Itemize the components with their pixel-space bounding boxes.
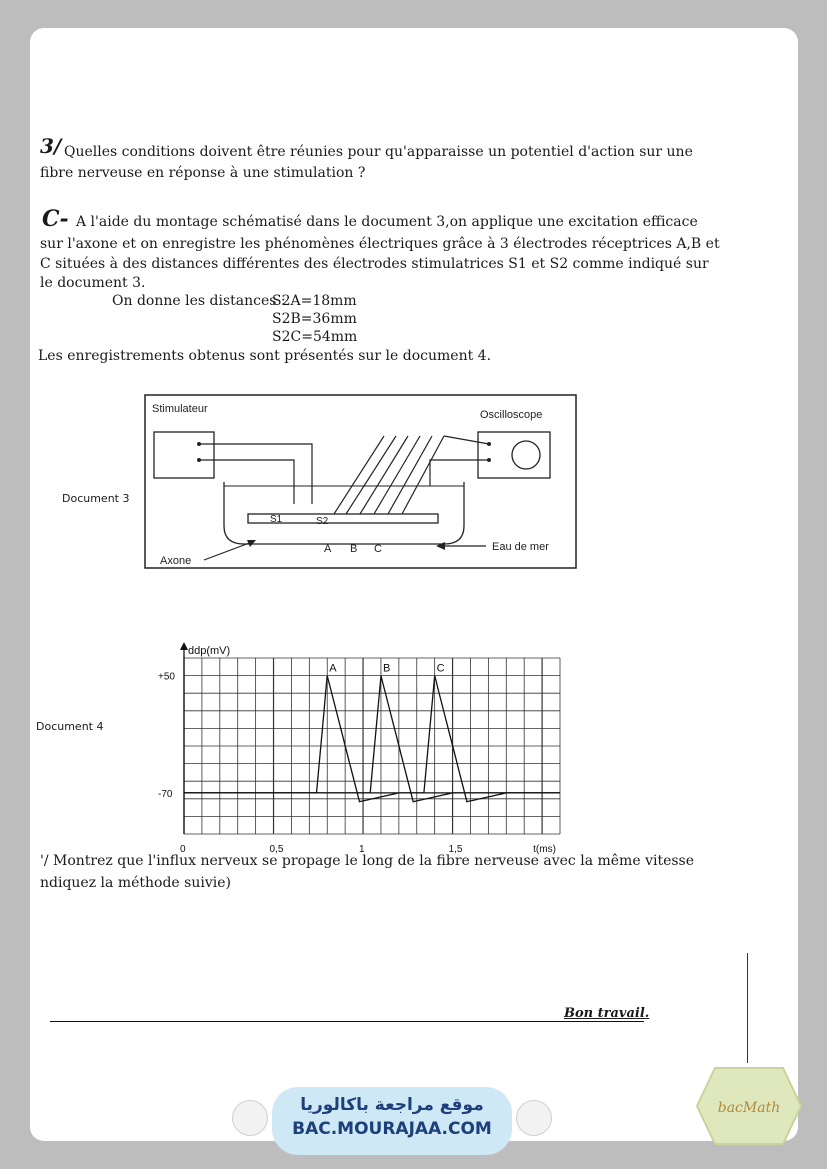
y-axis-label: ddp(mV) <box>188 645 231 657</box>
distance-s2b: S2B=36mm <box>272 311 357 327</box>
s1-label: S1 <box>270 514 283 525</box>
distance-s2a: S2A=18mm <box>272 293 357 309</box>
bacmath-logo-icon <box>695 1066 803 1146</box>
question-3-line-2: fibre nerveuse en réponse à une stimulation ? <box>40 165 366 181</box>
right-badge-icon <box>516 1100 552 1136</box>
document-4-label: Document 4 <box>36 720 104 733</box>
stimulateur-label: Stimulateur <box>152 403 208 415</box>
x-tick-label: 0 <box>180 844 186 855</box>
part-c-line-2: sur l'axone et on enregistre les phénomènes électriques grâce à 3 électrodes réceptrices A,B et <box>40 236 720 252</box>
distances-intro: On donne les distances : <box>112 293 286 309</box>
y-axis-arrow-icon <box>180 642 188 650</box>
document-3-diagram <box>144 394 578 570</box>
part-c-line-3: C situées à des distances différentes des électrodes stimulatrices S1 et S2 comme indiqué sur <box>40 256 709 272</box>
site-banner[interactable] <box>272 1087 512 1155</box>
question-4-line-1: '/ Montrez que l'influx nerveux se propage le long de la fibre nerveuse avec la même vitesse <box>40 853 695 869</box>
y-tick-label: -70 <box>158 788 173 800</box>
peak-label-b: B <box>382 662 391 675</box>
oscilloscope-screen <box>512 441 540 469</box>
ap-curve-a <box>184 676 560 802</box>
x-tick-label: 1,5 <box>448 844 463 855</box>
document-3-label: Document 3 <box>62 492 130 505</box>
question-3-number: 3/ <box>40 134 62 158</box>
footer-rule <box>50 1021 644 1022</box>
peak-label-c: C <box>436 662 445 675</box>
eau-de-mer-label: Eau de mer <box>492 541 549 553</box>
y-tick-label: +50 <box>158 671 175 683</box>
distance-s2c: S2C=54mm <box>272 329 358 345</box>
ap-curve-c <box>184 676 560 802</box>
results-line: Les enregistrements obtenus sont présentés sur le document 4. <box>38 348 492 364</box>
electrode-a-label: A <box>324 543 332 555</box>
document-4-chart <box>130 624 560 855</box>
electrode-c-label: C <box>374 543 382 555</box>
question-3-line-1: Quelles conditions doivent être réunies pour qu'apparaisse un potentiel d'action sur une <box>64 144 693 160</box>
left-badge-icon <box>232 1100 268 1136</box>
margin-line <box>747 953 748 1063</box>
site-name-arabic: موقع مراجعة باكالوريا <box>300 1095 484 1115</box>
svg-text:bacMath: bacMath <box>717 1100 781 1116</box>
x-tick-label: 1 <box>359 844 365 855</box>
ap-curve-b <box>184 676 560 802</box>
peak-label-a: A <box>329 662 337 675</box>
s2-label: S2 <box>316 516 329 527</box>
oscilloscope-label: Oscilloscope <box>480 409 543 421</box>
part-c-line-1: A l'aide du montage schématisé dans le document 3,on applique une excitation efficace <box>76 214 698 230</box>
question-4-line-2: ndiquez la méthode suivie) <box>40 875 231 891</box>
part-c-mark: C- <box>42 206 69 232</box>
axone-label: Axone <box>160 555 192 567</box>
x-tick-label: 0,5 <box>269 844 284 855</box>
exam-page <box>30 28 798 1141</box>
electrode-b-label: B <box>350 543 358 555</box>
oscilloscope-box <box>478 432 550 478</box>
x-axis-label: t(ms) <box>533 844 556 855</box>
part-c-line-4: le document 3. <box>40 275 146 291</box>
stimulateur-box <box>154 432 214 478</box>
cuve <box>224 482 464 544</box>
bon-travail: Bon travail. <box>564 1006 650 1021</box>
site-url[interactable]: BAC.MOURAJAA.COM <box>292 1119 492 1139</box>
